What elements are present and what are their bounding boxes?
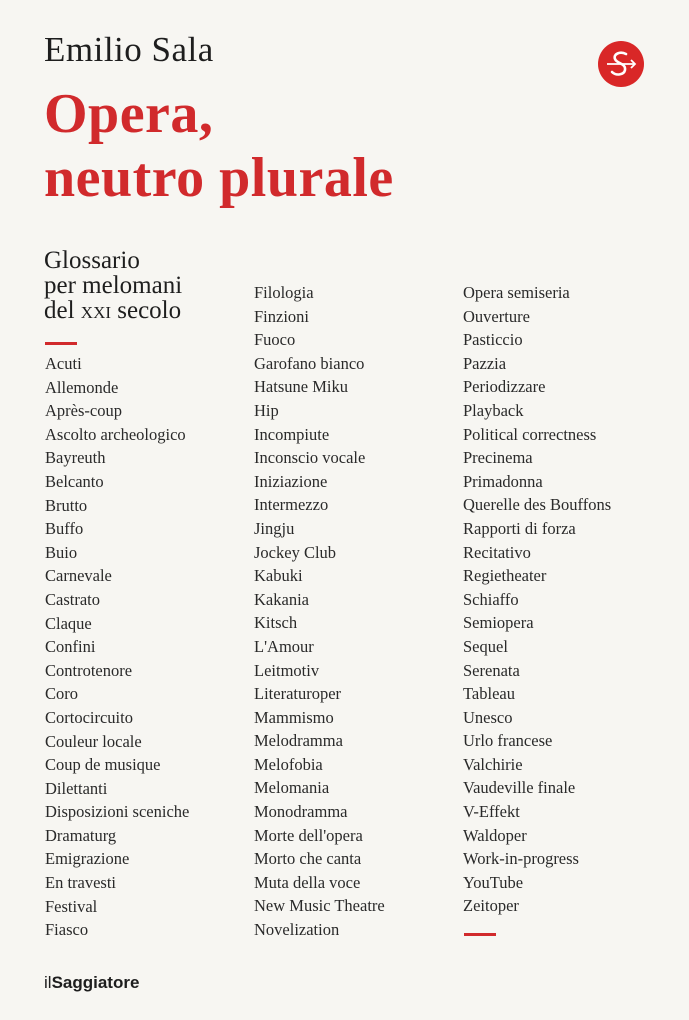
glossary-column-1	[45, 352, 189, 942]
glossary-term: Coup de musique	[45, 755, 161, 775]
glossary-term: Controtenore	[45, 660, 133, 680]
glossary-term: Finzioni	[254, 306, 310, 326]
glossary-term: Kitsch	[254, 613, 298, 633]
glossary-term: Filologia	[254, 283, 314, 302]
glossary-term: Regietheater	[463, 566, 547, 586]
glossary-term: Inconscio vocale	[254, 448, 366, 468]
glossary-term: Melodramma	[254, 731, 343, 751]
glossary-term: Schiaffo	[463, 589, 519, 609]
subtitle-line-3-post: secolo	[111, 297, 182, 324]
author-name: Emilio Sala	[44, 30, 214, 69]
logo-glyph	[598, 41, 644, 87]
glossary-term: Couleur locale	[45, 731, 142, 751]
glossary-term: Ascolto archeologico	[45, 424, 186, 444]
glossary-term: Allemonde	[45, 377, 119, 397]
glossary-term: Muta della voce	[254, 872, 361, 892]
glossary-term: Buffo	[45, 519, 84, 539]
publisher-name: Saggiatore	[51, 973, 140, 992]
glossary-term: Recitativo	[463, 542, 531, 562]
subtitle-line-3	[44, 298, 182, 324]
red-divider-top	[45, 342, 77, 345]
publisher-prefix: il	[44, 973, 52, 992]
glossary-term: Literaturoper	[254, 684, 342, 704]
subtitle-line-2: per melomani	[44, 272, 183, 299]
glossary-term: Precinema	[463, 448, 533, 468]
glossary-term: Waldoper	[463, 825, 527, 845]
glossary-term: Castrato	[45, 589, 100, 609]
glossary-term: Pasticcio	[463, 330, 523, 350]
glossary-term: En travesti	[45, 873, 117, 893]
glossary-term: Valchirie	[463, 754, 523, 774]
glossary-term: New Music Theatre	[254, 896, 385, 916]
glossary-term: Querelle des Bouffons	[463, 495, 612, 515]
title-line-1: Opera,	[44, 83, 214, 145]
glossary-term: Ouverture	[463, 306, 530, 326]
glossary-term: Cortocircuito	[45, 707, 133, 727]
glossary-term: Periodizzare	[463, 377, 546, 397]
glossary-term: Acuti	[45, 354, 82, 373]
glossary-term: Mammismo	[254, 707, 334, 727]
glossary-term: Hip	[254, 400, 279, 420]
glossary-term: Morte dell'opera	[254, 825, 363, 845]
subtitle-line-1: Glossario	[44, 247, 140, 274]
glossary-term: V-Effekt	[463, 802, 520, 822]
glossary-term: Belcanto	[45, 471, 104, 491]
glossary-term: Novelization	[254, 920, 340, 940]
glossary-term: Fuoco	[254, 330, 296, 350]
glossary-term: Incompiute	[254, 424, 330, 444]
glossary-term: Political correctness	[463, 424, 597, 444]
glossary-term: YouTube	[463, 872, 524, 892]
title-line-2: neutro plurale	[44, 147, 394, 209]
glossary-term: Kabuki	[254, 566, 303, 586]
glossary-term: Rapporti di forza	[463, 518, 576, 538]
glossary-term: Melofobia	[254, 754, 323, 774]
glossary-term: Emigrazione	[45, 849, 130, 869]
red-divider-bottom	[464, 933, 496, 936]
glossary-term: Confini	[45, 637, 96, 657]
subtitle-line-3-pre: del	[44, 297, 81, 324]
glossary-term: Hatsune Miku	[254, 377, 348, 397]
glossary-term: Après-coup	[45, 401, 122, 421]
glossary-term: Serenata	[463, 660, 520, 680]
glossary-term: Buio	[45, 542, 78, 562]
glossary-term: Brutto	[45, 495, 88, 515]
glossary-term: Bayreuth	[45, 448, 106, 468]
glossary-term: Leitmotiv	[254, 660, 320, 680]
glossary-term: Melomania	[254, 778, 330, 798]
glossary-term: Disposizioni sceniche	[45, 802, 190, 822]
glossary-term: Monodramma	[254, 802, 348, 822]
glossary-term: Morto che canta	[254, 849, 362, 869]
glossary-term: Zeitoper	[463, 896, 519, 916]
glossary-term: Vaudeville finale	[463, 778, 576, 798]
glossary-term: Unesco	[463, 707, 513, 727]
glossary-term: Kakania	[254, 589, 309, 609]
glossary-term: Festival	[45, 896, 98, 916]
glossary-column-3	[463, 281, 611, 918]
glossary-term: Jockey Club	[254, 542, 337, 562]
glossary-term: Iniziazione	[254, 471, 328, 491]
glossary-term: Playback	[463, 400, 524, 420]
subtitle-century: xxi	[80, 298, 112, 324]
book-title	[44, 82, 394, 210]
glossary-term: L'Amour	[254, 636, 314, 656]
glossary-term: Semiopera	[463, 613, 534, 633]
publisher-logo-icon	[598, 41, 644, 87]
glossary-term: Intermezzo	[254, 495, 329, 515]
glossary-term: Coro	[45, 684, 78, 704]
glossary-column-2	[254, 281, 385, 942]
glossary-term: Dramaturg	[45, 825, 117, 845]
glossary-term: Pazzia	[463, 353, 507, 373]
glossary-term: Carnevale	[45, 566, 112, 586]
glossary-term: Opera semiseria	[463, 283, 570, 302]
glossary-term: Fiasco	[45, 920, 89, 940]
glossary-term: Primadonna	[463, 471, 543, 491]
publisher-wordmark	[44, 973, 139, 993]
glossary-term: Jingju	[254, 518, 295, 538]
glossary-term: Claque	[45, 613, 92, 633]
glossary-term: Dilettanti	[45, 778, 108, 798]
glossary-term: Sequel	[463, 636, 508, 656]
glossary-term: Tableau	[463, 684, 515, 704]
book-subtitle	[44, 248, 182, 324]
glossary-term: Garofano bianco	[254, 353, 365, 373]
glossary-term: Work-in-progress	[463, 849, 579, 869]
glossary-term: Urlo francese	[463, 731, 553, 751]
